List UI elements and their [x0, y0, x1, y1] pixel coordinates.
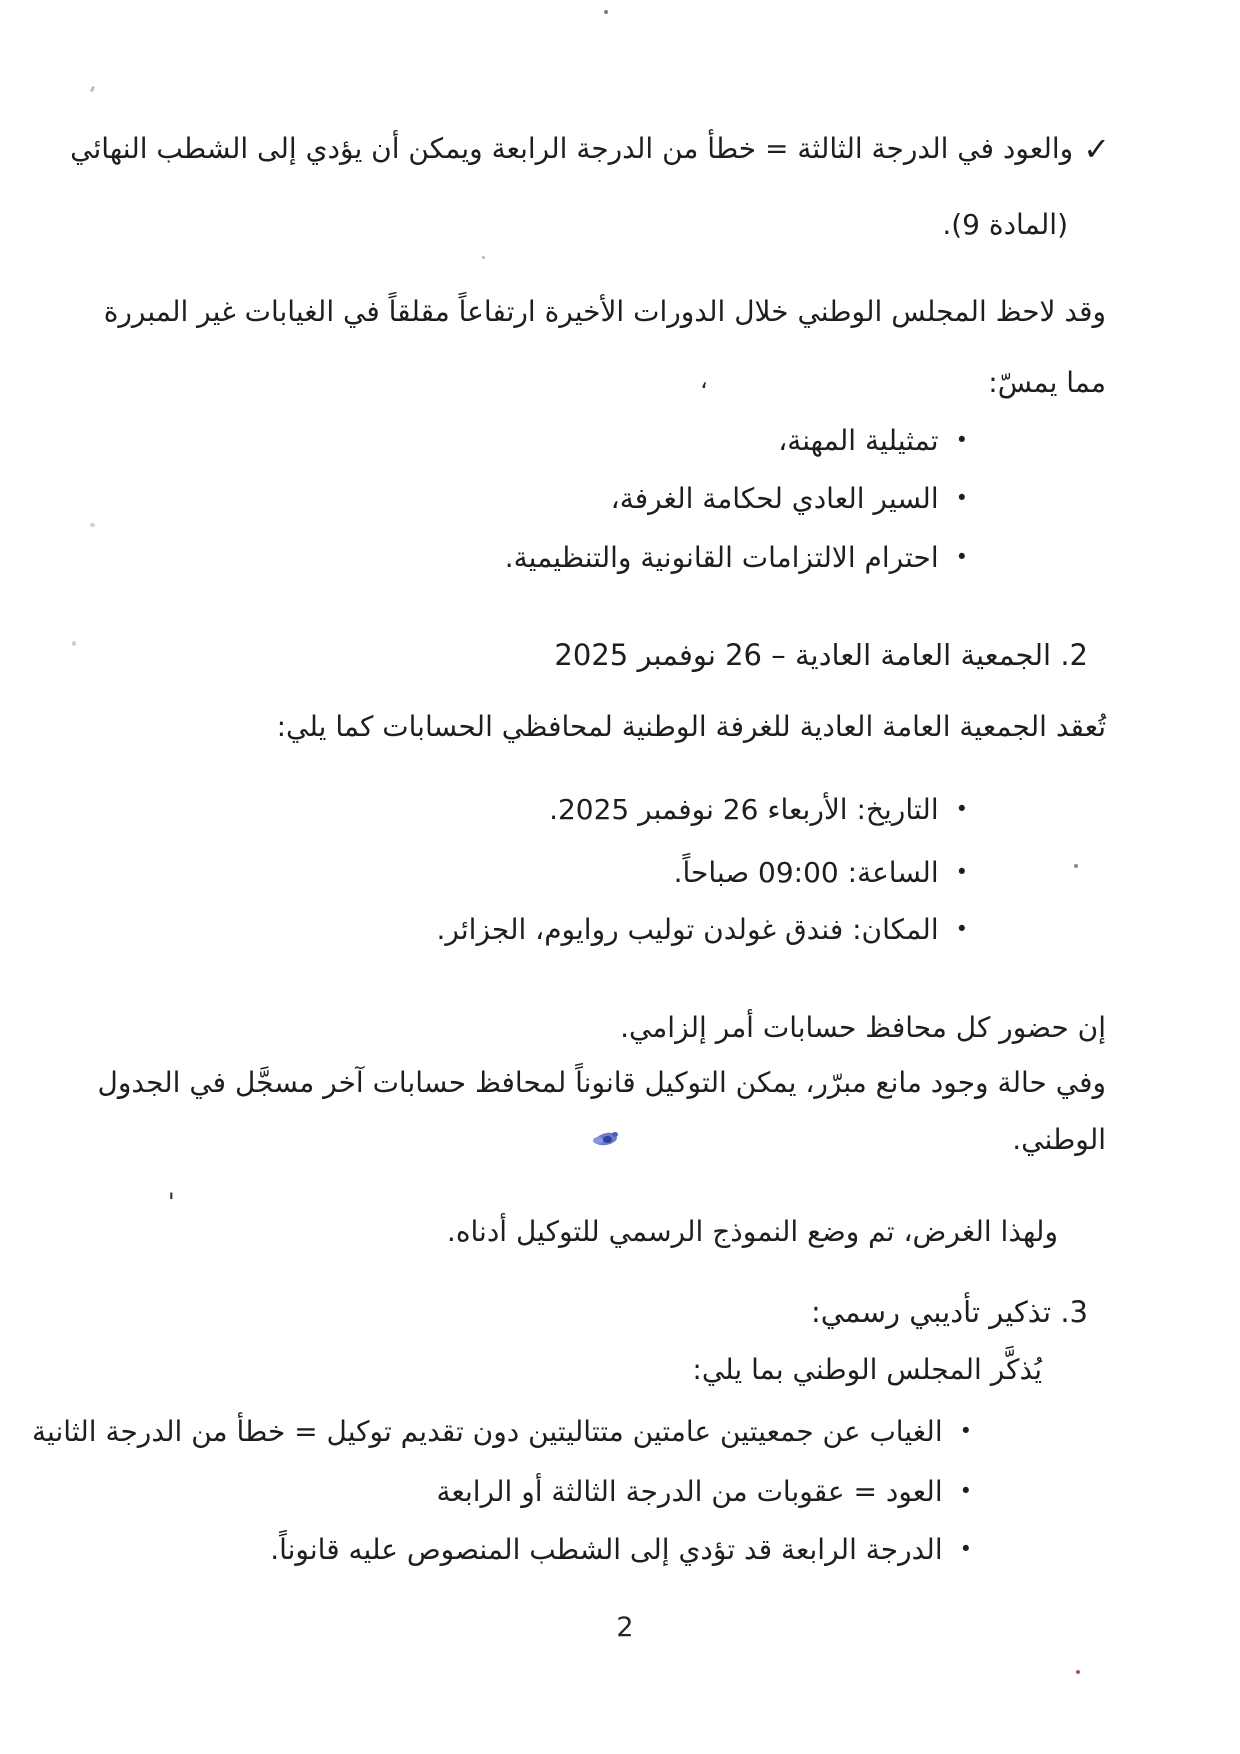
impact-list-item [778, 420, 968, 464]
proxy-paragraph-line1: وفي حالة وجود مانع مبرّر، يمكن التوكيل قانوناً لمحافظ حسابات آخر مسجَّل في الجدول [97, 1066, 1106, 1099]
observation-paragraph-line2: مما يمسّ: [988, 366, 1106, 399]
bullet-icon: • [955, 545, 968, 569]
page-number: 2 [616, 1612, 634, 1643]
scan-speck [1074, 864, 1078, 868]
proxy-form-paragraph: ولهذا الغرض، تم وضع النموذج الرسمي للتوكيل أدناه. [446, 1215, 1058, 1248]
section-2-heading: 2. الجمعية العامة العادية – 26 نوفمبر 2025 [554, 638, 1088, 672]
reminder-intro-paragraph: يُذكَّر المجلس الوطني بما يلي: [692, 1353, 1042, 1386]
bullet-icon: • [955, 486, 968, 510]
section-3-heading: 3. تذكير تأديبي رسمي: [810, 1295, 1088, 1329]
check-icon: ✓ [1083, 130, 1110, 168]
bullet-icon: • [955, 428, 968, 452]
bullet-icon: • [959, 1479, 972, 1503]
meeting-time-text: الساعة: 09:00 صباحاً. [673, 856, 939, 889]
attendance-mandatory-paragraph: إن حضور كل محافظ حسابات أمر إلزامي. [620, 1011, 1106, 1044]
impact-list-item [505, 537, 968, 581]
observation-paragraph-line1: وقد لاحظ المجلس الوطني خلال الدورات الأخيرة ارتفاعاً مقلقاً في الغيابات غير المبررة [103, 295, 1106, 328]
discipline-item-text: الغياب عن جمعيتين عامتين متتاليتين دون تقديم توكيل = خطأ من الدرجة الثانية [32, 1415, 943, 1448]
bullet-icon: • [959, 1537, 972, 1561]
discipline-item-text: العود = عقوبات من الدرجة الثالثة أو الرابعة [436, 1475, 943, 1508]
meeting-time-item [674, 852, 968, 896]
stray-comma-mark: ، [700, 366, 708, 394]
impact-item-text: تمثيلية المهنة، [778, 424, 939, 457]
proxy-paragraph-line2: الوطني. [1012, 1123, 1106, 1156]
discipline-item-text: الدرجة الرابعة قد تؤدي إلى الشطب المنصوص عليه قانوناً. [270, 1533, 943, 1566]
meeting-date-item [549, 789, 968, 833]
impact-item-text: السير العادي لحكامة الغرفة، [610, 482, 939, 515]
discipline-list-item [32, 1411, 972, 1455]
article-9-note: (المادة 9). [942, 208, 1068, 241]
meeting-location-item [437, 909, 968, 953]
meeting-location-text: المكان: فندق غولدن توليب روايوم، الجزائر. [436, 913, 939, 946]
bullet-icon: • [955, 917, 968, 941]
blue-ink-blot [593, 1130, 621, 1148]
scan-speck [482, 256, 485, 259]
scan-speck [72, 641, 76, 646]
bullet-icon: • [955, 860, 968, 884]
check-list-item [70, 126, 1110, 170]
scan-speck [604, 10, 608, 14]
bullet-icon: • [959, 1419, 972, 1443]
scan-speck-red [1076, 1670, 1080, 1674]
scan-speck [90, 523, 95, 527]
stray-apostrophe-mark: ' [168, 1188, 175, 1216]
discipline-list-item [436, 1471, 972, 1515]
assembly-intro-paragraph: تُعقد الجمعية العامة العادية للغرفة الوطنية لمحافظي الحسابات كما يلي: [276, 710, 1106, 743]
impact-list-item [611, 478, 968, 522]
bullet-icon: • [955, 797, 968, 821]
scan-speck [90, 86, 95, 93]
discipline-list-item [270, 1529, 972, 1573]
meeting-date-text: التاريخ: الأربعاء 26 نوفمبر 2025. [549, 793, 939, 826]
impact-item-text: احترام الالتزامات القانونية والتنظيمية. [504, 541, 939, 574]
check-item-text: والعود في الدرجة الثالثة = خطأ من الدرجة الرابعة ويمكن أن يؤدي إلى الشطب النهائي [70, 132, 1074, 165]
